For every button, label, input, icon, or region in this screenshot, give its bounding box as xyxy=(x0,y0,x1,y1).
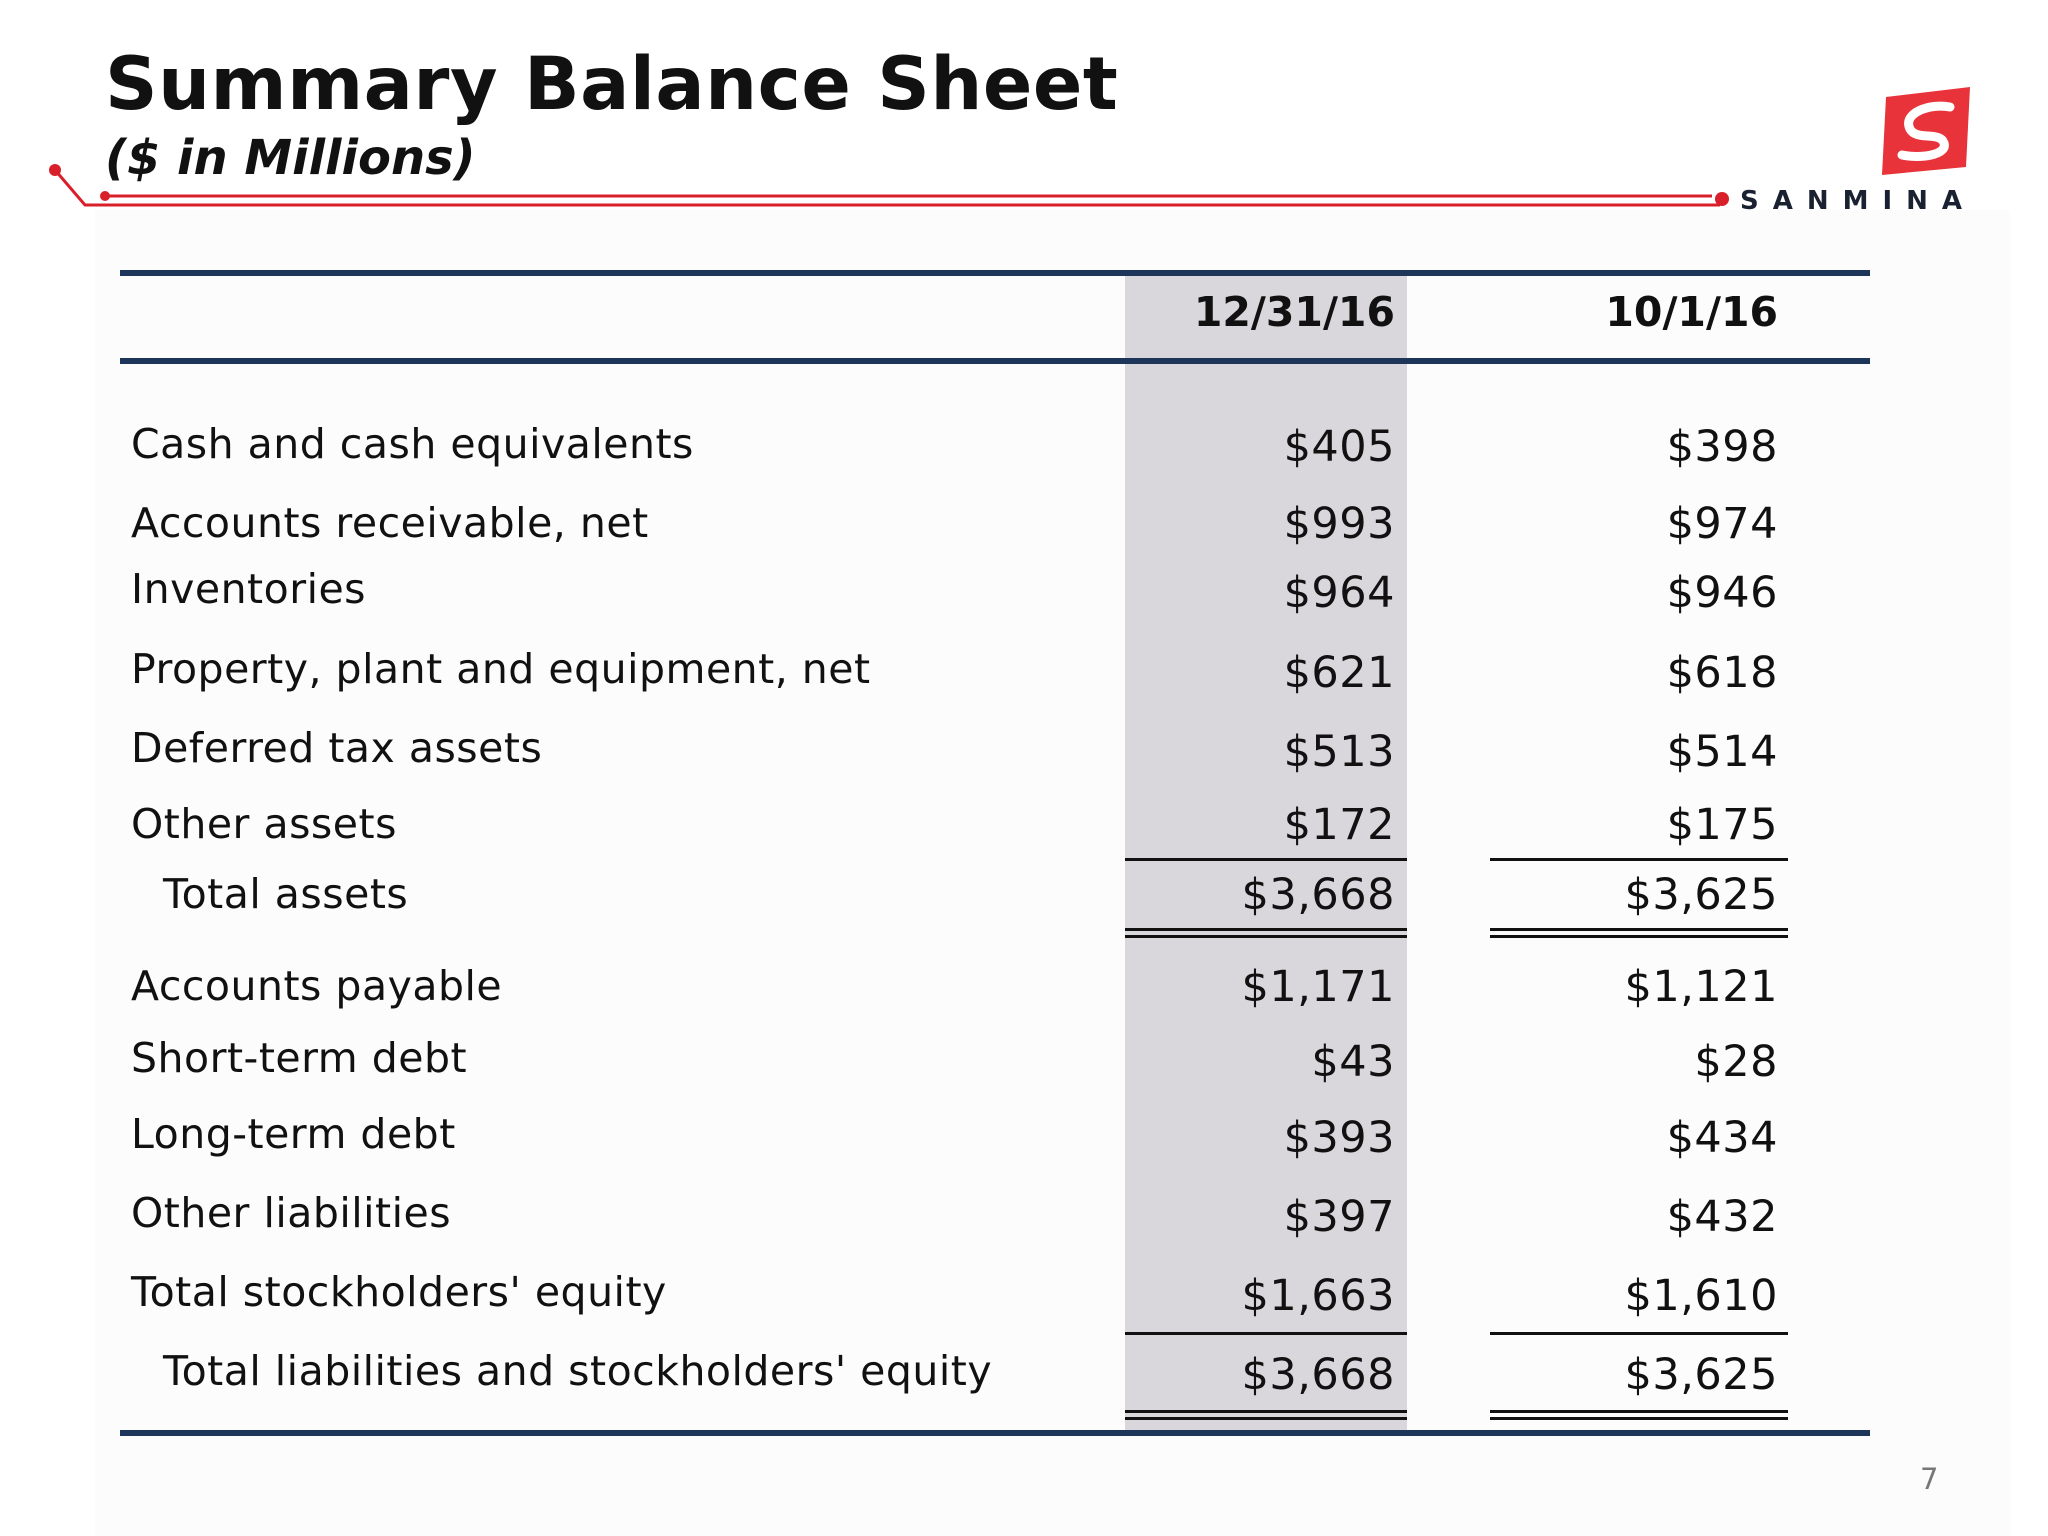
row-value-prior: $434 xyxy=(1666,1113,1778,1163)
row-value-current: $1,171 xyxy=(1241,962,1395,1012)
column-header-prior: 10/1/16 xyxy=(1605,288,1778,336)
subtotal-underline xyxy=(1490,1332,1788,1335)
row-label: Other assets xyxy=(131,800,397,848)
row-label: Deferred tax assets xyxy=(131,724,543,772)
row-value-prior: $432 xyxy=(1666,1192,1778,1242)
total-double-underline xyxy=(1490,1410,1788,1420)
logo-wordmark: SANMINA xyxy=(1740,186,1977,216)
row-label-total: Total assets xyxy=(163,870,409,918)
page-title: Summary Balance Sheet xyxy=(105,42,1119,127)
row-value-current: $3,668 xyxy=(1241,870,1395,920)
page-subtitle: ($ in Millions) xyxy=(105,130,476,186)
row-label-total: Total liabilities and stockholders' equity xyxy=(163,1347,993,1395)
row-label: Short-term debt xyxy=(131,1034,468,1082)
page-number: 7 xyxy=(1920,1462,1939,1496)
row-value-current: $621 xyxy=(1283,648,1395,698)
subtotal-underline xyxy=(1125,858,1407,861)
total-double-underline xyxy=(1125,928,1407,938)
row-value-current: $993 xyxy=(1283,499,1395,549)
table-bottom-rule xyxy=(120,1430,1870,1436)
row-value-prior: $1,121 xyxy=(1624,962,1778,1012)
table-top-rule xyxy=(120,270,1870,276)
row-label: Other liabilities xyxy=(131,1189,452,1237)
row-label: Long-term debt xyxy=(131,1110,456,1158)
row-label: Total stockholders' equity xyxy=(131,1268,667,1316)
row-value-prior: $618 xyxy=(1666,648,1778,698)
row-value-prior: $1,610 xyxy=(1624,1271,1778,1321)
table-header-rule xyxy=(120,358,1870,364)
subtotal-underline xyxy=(1125,1332,1407,1335)
row-value-prior: $28 xyxy=(1694,1037,1778,1087)
row-label: Property, plant and equipment, net xyxy=(131,645,871,693)
row-label: Accounts receivable, net xyxy=(131,499,649,547)
row-value-prior: $514 xyxy=(1666,727,1778,777)
row-value-prior: $175 xyxy=(1666,800,1778,850)
row-value-current: $405 xyxy=(1283,422,1395,472)
column-header-current: 12/31/16 xyxy=(1193,288,1395,336)
row-value-current: $964 xyxy=(1283,568,1395,618)
row-label: Cash and cash equivalents xyxy=(131,420,694,468)
row-value-current: $1,663 xyxy=(1241,1271,1395,1321)
subtotal-underline xyxy=(1490,858,1788,861)
row-value-current: $513 xyxy=(1283,727,1395,777)
row-value-prior: $3,625 xyxy=(1624,1350,1778,1400)
total-double-underline xyxy=(1490,928,1788,938)
row-label: Inventories xyxy=(131,565,367,613)
total-double-underline xyxy=(1125,1410,1407,1420)
row-value-prior: $398 xyxy=(1666,422,1778,472)
row-value-prior: $946 xyxy=(1666,568,1778,618)
row-label: Accounts payable xyxy=(131,962,503,1010)
row-value-prior: $974 xyxy=(1666,499,1778,549)
row-value-current: $43 xyxy=(1311,1037,1395,1087)
row-value-current: $3,668 xyxy=(1241,1350,1395,1400)
row-value-prior: $3,625 xyxy=(1624,870,1778,920)
row-value-current: $393 xyxy=(1283,1113,1395,1163)
row-value-current: $397 xyxy=(1283,1192,1395,1242)
row-value-current: $172 xyxy=(1283,800,1395,850)
sanmina-logo-icon xyxy=(1880,85,1972,177)
